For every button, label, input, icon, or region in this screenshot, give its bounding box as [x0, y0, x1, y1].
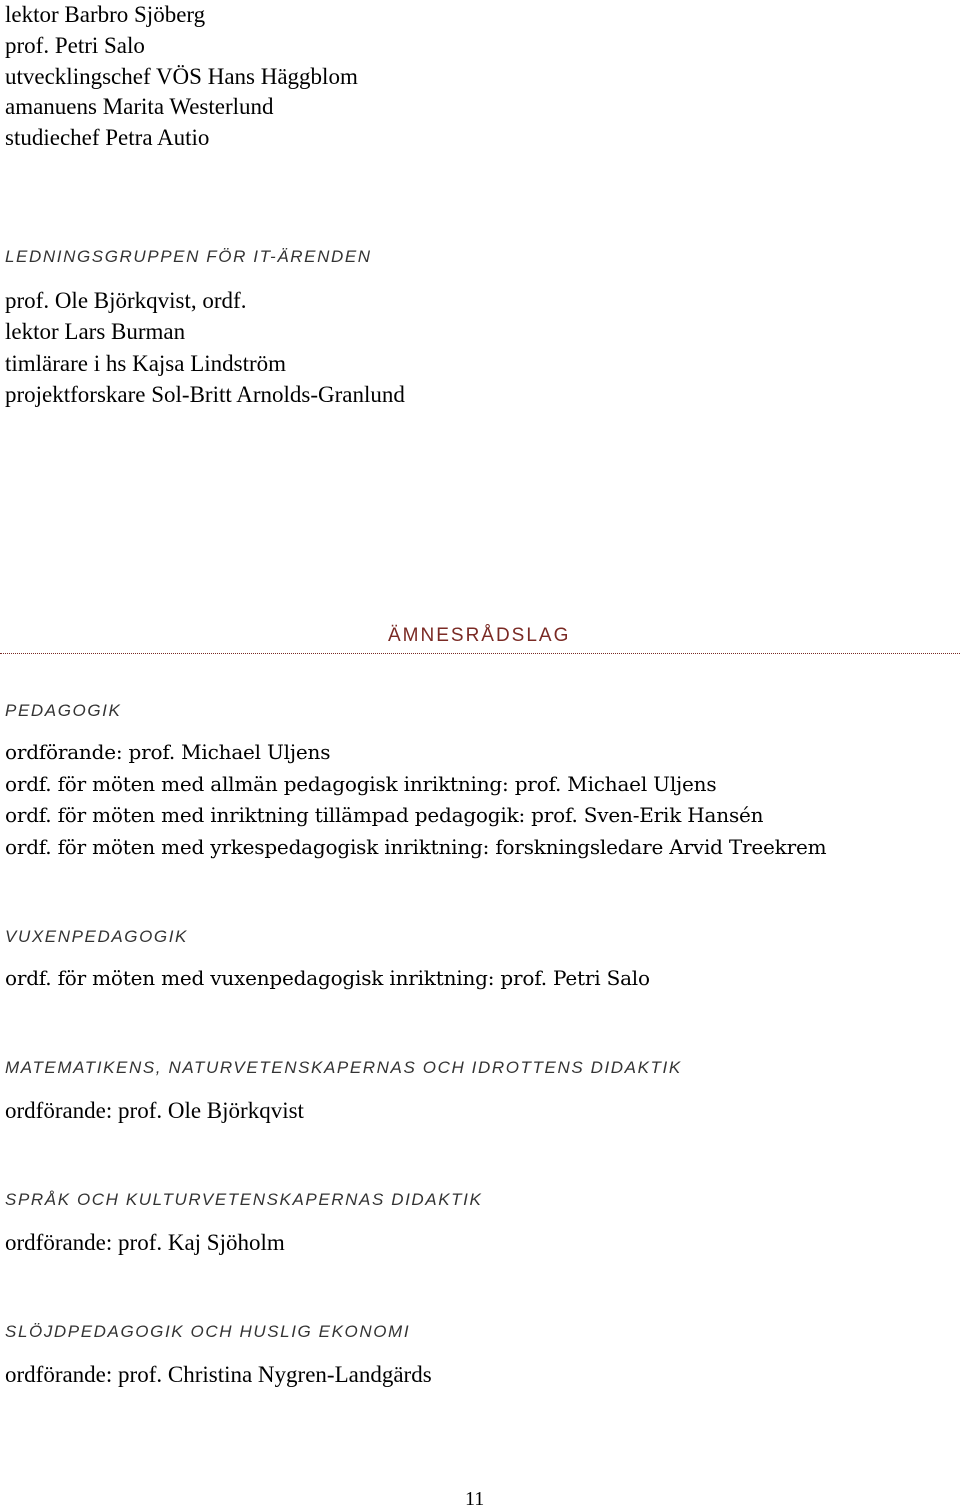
chair-line: ordförande: prof. Christina Nygren-Landgärds — [5, 1362, 432, 1387]
subject-heading: VUXENPEDAGOGIK — [5, 927, 188, 946]
section-title: ÄMNESRÅDSLAG — [388, 625, 571, 646]
member-line: lektor Lars Burman — [5, 319, 186, 344]
chair-line: ordförande: prof. Ole Björkqvist — [5, 1098, 304, 1123]
subject-heading: PEDAGOGIK — [5, 701, 122, 720]
subject-heading: MATEMATIKENS, NATURVETENSKAPERNAS OCH IDROTTENS DIDAKTIK — [5, 1058, 682, 1077]
member-line: prof. Ole Björkqvist, ordf. — [5, 288, 247, 313]
member-line: timlärare i hs Kajsa Lindström — [5, 351, 287, 376]
member-line: prof. Petri Salo — [5, 33, 145, 58]
chair-line: ordf. för möten med inriktning tillämpad pedagogik: prof. Sven-Erik Hansén — [5, 803, 764, 827]
chair-line: ordförande: prof. Kaj Sjöholm — [5, 1230, 285, 1255]
page-number: 11 — [465, 1488, 485, 1510]
member-line: lektor Barbro Sjöberg — [5, 2, 206, 27]
section-divider — [0, 653, 960, 654]
chair-line: ordf. för möten med yrkespedagogisk inriktning: forskningsledare Arvid Treekrem — [5, 835, 827, 859]
chair-line: ordförande: prof. Michael Uljens — [5, 740, 331, 764]
member-line: amanuens Marita Westerlund — [5, 94, 274, 119]
it-group-heading: LEDNINGSGRUPPEN FÖR IT-ÄRENDEN — [5, 247, 372, 266]
chair-line: ordf. för möten med allmän pedagogisk inriktning: prof. Michael Uljens — [5, 772, 717, 796]
member-line: projektforskare Sol-Britt Arnolds-Granlund — [5, 382, 405, 407]
subject-heading: SLÖJDPEDAGOGIK OCH HUSLIG EKONOMI — [5, 1322, 411, 1341]
member-line: studiechef Petra Autio — [5, 125, 210, 150]
subject-heading: SPRÅK OCH KULTURVETENSKAPERNAS DIDAKTIK — [5, 1190, 483, 1209]
member-line: utvecklingschef VÖS Hans Häggblom — [5, 64, 358, 89]
chair-line: ordf. för möten med vuxenpedagogisk inriktning: prof. Petri Salo — [5, 966, 650, 990]
